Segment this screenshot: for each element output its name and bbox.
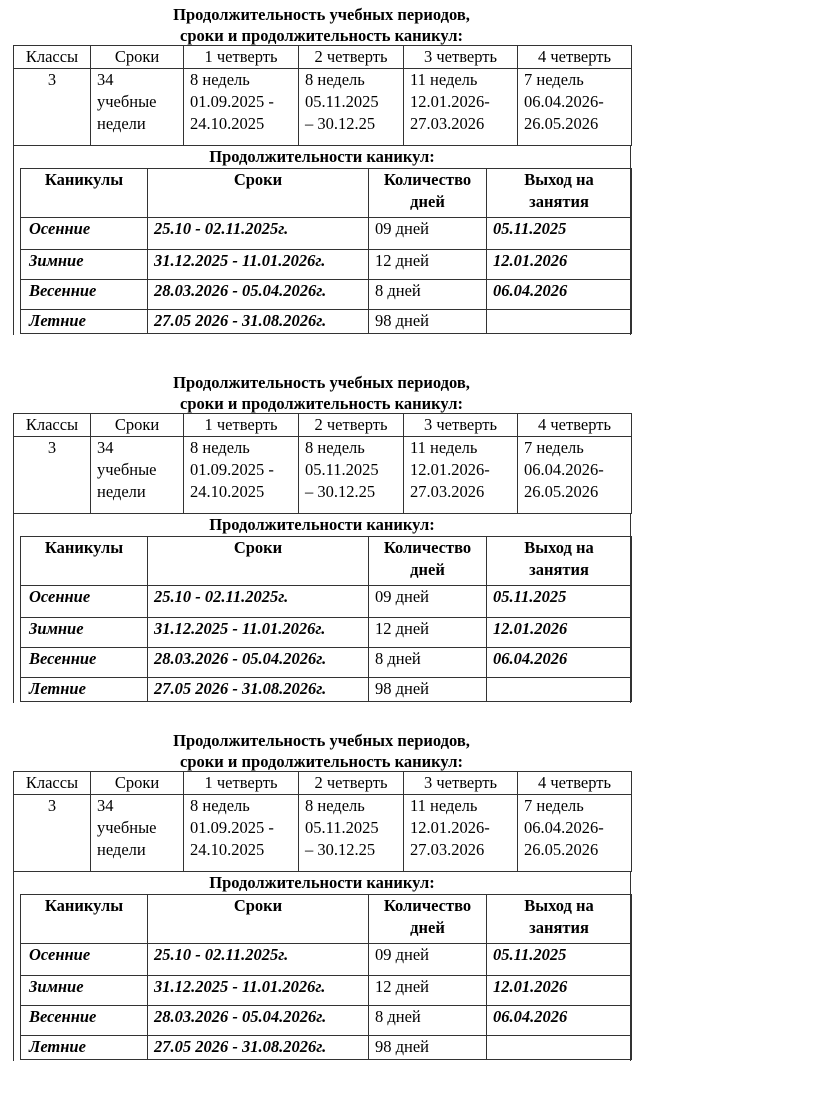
q2-cell [299,437,404,514]
q4-cell [518,69,632,146]
periods-table [13,771,632,872]
holiday-return: 12.01.2026 [487,250,632,280]
term-line: 34 [97,70,114,89]
holiday-name: Летние [21,1036,148,1060]
holiday-dates: 27.05 2026 - 31.08.2026г. [148,1036,369,1060]
q1-cell [184,69,299,146]
holiday-name: Зимние [21,976,148,1006]
holiday-dates: 25.10 - 02.11.2025г. [148,586,369,618]
holiday-days: 12 дней [369,976,487,1006]
title-line-1: Продолжительность учебных периодов, [173,731,470,750]
holidays-header-cell: Сроки [148,169,369,218]
q1-line: 01.09.2025 - [190,818,274,837]
periods-header-cell: Сроки [91,772,184,795]
holidays-header-cell: Количество дней [369,537,487,586]
term-line: 34 [97,438,114,457]
q4-line: 26.05.2026 [524,114,599,133]
holiday-dates: 25.10 - 02.11.2025г. [148,944,369,976]
holiday-days: 98 дней [369,310,487,334]
holiday-dates: 28.03.2026 - 05.04.2026г. [148,648,369,678]
q3-line: 27.03.2026 [410,840,485,859]
holiday-name: Весенние [21,280,148,310]
q4-cell [518,795,632,872]
periods-table [13,45,632,146]
holiday-name: Осенние [21,586,148,618]
periods-header-cell: 1 четверть [184,414,299,437]
term-line: недели [97,482,146,501]
holiday-dates: 31.12.2025 - 11.01.2026г. [148,250,369,280]
q2-line: 05.11.2025 [305,818,379,837]
q4-line: 7 недель [524,70,584,89]
periods-header-cell: 4 четверть [518,414,632,437]
holidays-header-cell: Каникулы [21,537,148,586]
holiday-dates: 27.05 2026 - 31.08.2026г. [148,310,369,334]
term-line: учебные [97,92,157,111]
q3-line: 27.03.2026 [410,114,485,133]
holidays-header-cell: Количество дней [369,895,487,944]
holiday-return: 12.01.2026 [487,976,632,1006]
periods-header-cell: 4 четверть [518,772,632,795]
holiday-days: 8 дней [369,280,487,310]
q1-line: 01.09.2025 - [190,92,274,111]
q1-line: 24.10.2025 [190,114,265,133]
holiday-row [21,648,632,678]
q4-line: 26.05.2026 [524,482,599,501]
holidays-frame [13,145,631,335]
q2-line: 8 недель [305,796,365,815]
holiday-return: 06.04.2026 [487,648,632,678]
holiday-return: 06.04.2026 [487,1006,632,1036]
q1-line: 01.09.2025 - [190,460,274,479]
holidays-frame [13,871,631,1061]
title-line-2: сроки и продолжительность каникул: [180,26,463,45]
holiday-return: 05.11.2025 [487,944,632,976]
q1-line: 8 недель [190,70,250,89]
holiday-name: Зимние [21,618,148,648]
block-title [13,730,630,772]
holidays-header-row [21,169,632,218]
holidays-table [20,536,632,702]
periods-header-cell: Классы [14,46,91,69]
periods-header-cell: Сроки [91,46,184,69]
q4-line: 06.04.2026- [524,818,604,837]
holiday-return [487,678,632,702]
holiday-name: Летние [21,678,148,702]
q3-line: 11 недель [410,796,478,815]
holidays-caption: Продолжительности каникул: [209,147,435,166]
q1-line: 8 недель [190,796,250,815]
holiday-return [487,310,632,334]
q3-cell [404,69,518,146]
holidays-caption: Продолжительности каникул: [209,515,435,534]
holiday-row [21,280,632,310]
holiday-dates: 31.12.2025 - 11.01.2026г. [148,976,369,1006]
periods-header-row [14,772,632,795]
periods-header-cell: Классы [14,414,91,437]
holiday-name: Весенние [21,1006,148,1036]
q2-line: – 30.12.25 [305,840,376,859]
periods-header-cell: 2 четверть [299,46,404,69]
holiday-row [21,976,632,1006]
holiday-days: 12 дней [369,618,487,648]
holiday-name: Осенние [21,218,148,250]
holiday-return: 05.11.2025 [487,586,632,618]
q2-line: – 30.12.25 [305,482,376,501]
holiday-days: 8 дней [369,648,487,678]
q4-line: 06.04.2026- [524,460,604,479]
q3-line: 12.01.2026- [410,460,490,479]
title-line-2: сроки и продолжительность каникул: [180,394,463,413]
class-cell: 3 [14,437,91,514]
periods-header-cell: 1 четверть [184,46,299,69]
holiday-dates: 31.12.2025 - 11.01.2026г. [148,618,369,648]
periods-header-row [14,46,632,69]
holidays-header-cell: Каникулы [21,169,148,218]
q2-cell [299,795,404,872]
holiday-name: Летние [21,310,148,334]
holidays-header-cell: Выход на занятия [487,537,632,586]
holidays-header-cell: Выход на занятия [487,895,632,944]
holiday-dates: 28.03.2026 - 05.04.2026г. [148,280,369,310]
holiday-return [487,1036,632,1060]
q2-line: 8 недель [305,438,365,457]
q1-line: 24.10.2025 [190,840,265,859]
term-line: учебные [97,460,157,479]
periods-header-cell: 3 четверть [404,414,518,437]
block-title [13,372,630,414]
holidays-table [20,168,632,334]
holiday-name: Осенние [21,944,148,976]
title-line-2: сроки и продолжительность каникул: [180,752,463,771]
holiday-dates: 25.10 - 02.11.2025г. [148,218,369,250]
holiday-row [21,586,632,618]
periods-header-cell: 3 четверть [404,46,518,69]
title-line-1: Продолжительность учебных периодов, [173,5,470,24]
class-cell: 3 [14,795,91,872]
title-line-1: Продолжительность учебных периодов, [173,373,470,392]
holiday-days: 8 дней [369,1006,487,1036]
term-cell [91,69,184,146]
periods-header-cell: 2 четверть [299,772,404,795]
q3-line: 27.03.2026 [410,482,485,501]
holiday-row [21,250,632,280]
periods-data-row [14,437,632,514]
q2-line: 05.11.2025 [305,92,379,111]
class-cell: 3 [14,69,91,146]
periods-header-cell: 4 четверть [518,46,632,69]
q3-line: 12.01.2026- [410,818,490,837]
q3-line: 11 недель [410,438,478,457]
q2-line: – 30.12.25 [305,114,376,133]
holiday-return: 12.01.2026 [487,618,632,648]
holiday-row [21,678,632,702]
q2-cell [299,69,404,146]
term-cell [91,437,184,514]
q3-cell [404,795,518,872]
holidays-header-cell: Каникулы [21,895,148,944]
holidays-header-row [21,537,632,586]
q3-cell [404,437,518,514]
holiday-days: 98 дней [369,1036,487,1060]
holiday-days: 09 дней [369,586,487,618]
q4-cell [518,437,632,514]
holidays-caption: Продолжительности каникул: [209,873,435,892]
holiday-row [21,944,632,976]
q4-line: 7 недель [524,796,584,815]
term-cell [91,795,184,872]
holiday-name: Зимние [21,250,148,280]
holiday-days: 09 дней [369,944,487,976]
holiday-days: 98 дней [369,678,487,702]
holiday-row [21,618,632,648]
q1-cell [184,795,299,872]
periods-header-cell: 2 четверть [299,414,404,437]
periods-header-cell: Сроки [91,414,184,437]
holiday-days: 12 дней [369,250,487,280]
periods-data-row [14,69,632,146]
periods-data-row [14,795,632,872]
holiday-dates: 28.03.2026 - 05.04.2026г. [148,1006,369,1036]
holidays-header-row [21,895,632,944]
holidays-table [20,894,632,1060]
holidays-header-cell: Сроки [148,537,369,586]
term-line: недели [97,114,146,133]
holidays-frame [13,513,631,703]
term-line: недели [97,840,146,859]
periods-header-row [14,414,632,437]
q2-line: 05.11.2025 [305,460,379,479]
q4-line: 06.04.2026- [524,92,604,111]
holiday-return: 05.11.2025 [487,218,632,250]
periods-table [13,413,632,514]
periods-header-cell: 1 четверть [184,772,299,795]
holiday-row [21,1006,632,1036]
q3-line: 12.01.2026- [410,92,490,111]
q2-line: 8 недель [305,70,365,89]
q4-line: 26.05.2026 [524,840,599,859]
holiday-dates: 27.05 2026 - 31.08.2026г. [148,678,369,702]
periods-header-cell: 3 четверть [404,772,518,795]
holiday-days: 09 дней [369,218,487,250]
holiday-return: 06.04.2026 [487,280,632,310]
term-line: 34 [97,796,114,815]
holiday-row [21,218,632,250]
periods-header-cell: Классы [14,772,91,795]
q1-line: 8 недель [190,438,250,457]
holiday-row [21,310,632,334]
q4-line: 7 недель [524,438,584,457]
holidays-header-cell: Количество дней [369,169,487,218]
holidays-header-cell: Выход на занятия [487,169,632,218]
holiday-name: Весенние [21,648,148,678]
holidays-header-cell: Сроки [148,895,369,944]
block-title [13,4,630,46]
q1-line: 24.10.2025 [190,482,265,501]
holiday-row [21,1036,632,1060]
term-line: учебные [97,818,157,837]
q1-cell [184,437,299,514]
q3-line: 11 недель [410,70,478,89]
